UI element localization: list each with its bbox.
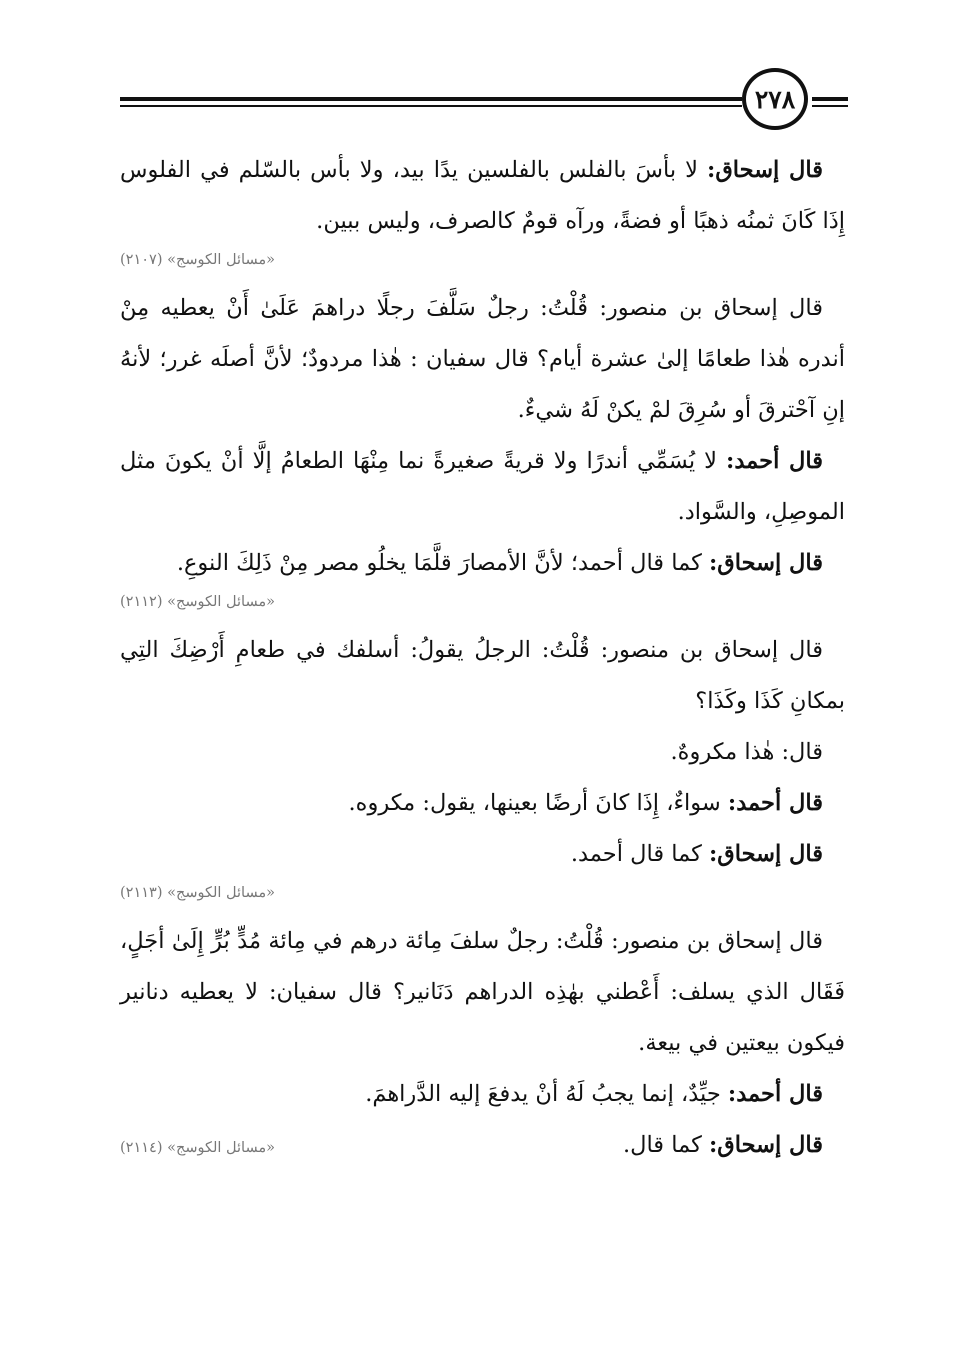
paragraph xyxy=(120,538,845,589)
page-number: ٢٧٨ xyxy=(742,68,808,130)
paragraph-text: كما قال أحمد. xyxy=(570,841,709,867)
source-reference: «مسائل الكوسج» (٢١١٤) xyxy=(120,1140,276,1156)
paragraph-text: كما قال. xyxy=(622,1132,709,1158)
paragraph-text: قال إسحاق بن منصور: قُلْتُ: الرجلُ يقولُ: أسلفك في طعامِ أَرْضِكَ التِي بمكانِ كَذَا وكَذَا؟ xyxy=(120,637,845,714)
speaker-label: قال أحمد: xyxy=(727,1081,823,1107)
header-rule xyxy=(120,97,742,101)
header-rule-thin xyxy=(120,105,742,107)
source-reference: «مسائل الكوسج» (٢١٠٧) xyxy=(120,252,276,268)
paragraph-text: جيِّدٌ، إنما يجبُ لَهُ أنْ يدفعَ إليه الدَّراهمَ. xyxy=(365,1081,728,1107)
speaker-label: قال أحمد: xyxy=(726,448,823,474)
page-body xyxy=(120,145,845,1171)
speaker-label: قال أحمد: xyxy=(727,790,823,816)
speaker-label: قال إسحاق: xyxy=(707,157,823,183)
paragraph xyxy=(623,1120,845,1171)
paragraph-text: كما قال أحمد؛ لأنَّ الأمصارَ قلَّمَا يخلُو مصر مِنْ ذَلِكَ النوعِ. xyxy=(176,550,709,576)
paragraph xyxy=(120,1069,845,1120)
speaker-label: قال إسحاق: xyxy=(708,550,823,576)
page-header xyxy=(0,0,953,140)
paragraph-text: لا بأسَ بالفلس بالفلسين يدًا بيد، ولا بأس بالسّلم في الفلوس إِذَا كَانَ ثمنُه ذهبًا أو فضةً، ورآه قومٌ كالصرف، وليس ببين. xyxy=(120,157,845,234)
paragraph-text: لا يُسَمِّي أندرًا ولا قريةً صغيرةً نما مِنْهَا الطعامُ إلَّا أنْ يكونَ مثل الموصِلِ، والسَّواد. xyxy=(120,448,845,525)
final-row xyxy=(120,1120,845,1171)
paragraph-text: قال إسحاق بن منصور: قُلْتُ: رجلٌ سلفَ مِائة درهم في مِائة مُدٍّ بُرٍّ إِلَىٰ أجَلٍ، فَقَال الذي يسلف: أَعْطني بهٰذِه الدراهم دَنَانير؟ قال سفيان: لا يعطيه دنانير فيكون بيعتين في بيعة. xyxy=(120,928,845,1056)
paragraph xyxy=(120,283,845,436)
paragraph xyxy=(120,916,845,1069)
paragraph-text: سواءٌ، إِذَا كانَ أرضًا بعينها، يقول: مكروه. xyxy=(348,790,728,816)
paragraph-text: قال إسحاق بن منصور: قُلْتُ: رجلٌ سَلَّفَ رجلًا دراهمَ عَلَىٰ أَنْ يعطيه مِنْ أندره هٰذا طعامًا إلىٰ عشرة أيام؟ قال سفيان : هٰذا مردودٌ؛ لأنَّ أصلَه غرر؛ لأنهُ إنِ آحْترقَ أو سُرِقَ لمْ يكنْ لَهُ شيءٌ. xyxy=(120,295,845,423)
speaker-label: قال إسحاق: xyxy=(708,841,823,867)
header-rule-tail-thin xyxy=(812,105,848,107)
paragraph xyxy=(120,625,845,727)
paragraph xyxy=(120,436,845,538)
paragraph xyxy=(120,829,845,880)
header-rule-tail xyxy=(812,97,848,101)
paragraph-text: قال: هٰذا مكروهٌ. xyxy=(670,739,823,765)
paragraph xyxy=(120,727,845,778)
speaker-label: قال إسحاق: xyxy=(708,1132,823,1158)
paragraph xyxy=(120,145,845,247)
source-reference: «مسائل الكوسج» (٢١١٢) xyxy=(120,594,276,610)
paragraph xyxy=(120,778,845,829)
source-reference: «مسائل الكوسج» (٢١١٣) xyxy=(120,885,276,901)
